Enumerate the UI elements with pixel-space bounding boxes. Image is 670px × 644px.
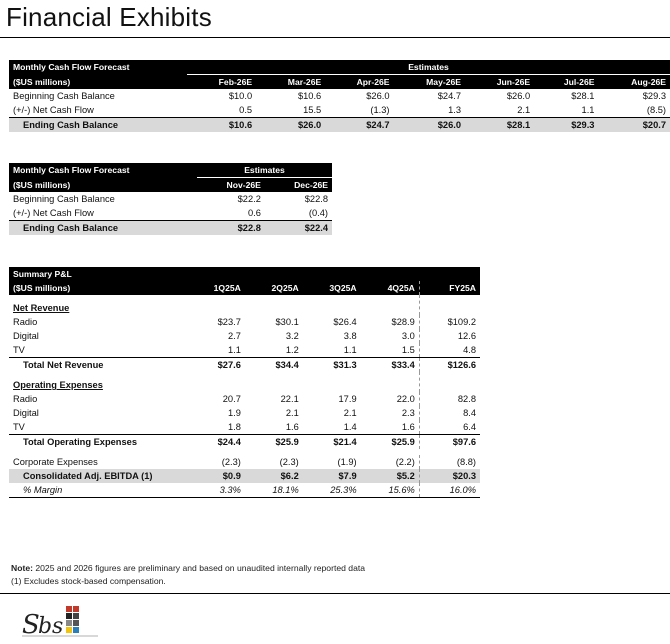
- cell-value: $97.6: [419, 435, 480, 450]
- cell-value: $10.6: [187, 118, 256, 133]
- cell-value: (8.5): [598, 103, 670, 118]
- table-row: [9, 206, 332, 221]
- table-row: [9, 221, 332, 236]
- cell-value: $21.4: [333, 437, 357, 447]
- sbs-logo-icon: [22, 603, 102, 639]
- empty-cell: [419, 372, 480, 392]
- cell-value: 3.0: [401, 331, 415, 341]
- row-label: Consolidated Adj. EBITDA (1): [9, 469, 187, 483]
- column-header: Feb-26E: [187, 75, 256, 90]
- cell-value: (2.3): [221, 457, 241, 467]
- cell-value: $23.7: [217, 317, 241, 327]
- row-label: Ending Cash Balance: [9, 221, 197, 236]
- cell-value: $24.7: [325, 118, 393, 133]
- cell-value: 1.8: [187, 420, 245, 435]
- table-title: Monthly Cash Flow Forecast: [9, 163, 197, 178]
- units-label: ($US millions): [9, 281, 187, 295]
- cell-value: $25.9: [391, 437, 415, 447]
- cell-value: $28.1: [571, 91, 595, 101]
- empty-cell: [303, 372, 361, 392]
- cell-value: 1.6: [361, 420, 420, 435]
- cell-value: 2.1: [465, 103, 534, 118]
- cell-value: $126.6: [419, 358, 480, 373]
- title-divider: [0, 37, 670, 38]
- row-label: Total Net Revenue: [23, 360, 104, 370]
- row-label: Digital: [13, 331, 39, 341]
- row-label: (+/-) Net Cash Flow: [9, 206, 197, 221]
- row-label: Ending Cash Balance: [9, 118, 187, 133]
- cell-value: 15.6%: [361, 483, 420, 498]
- cell-value: $26.0: [394, 118, 466, 133]
- svg-text:S: S: [22, 610, 40, 639]
- cell-value: 3.3%: [187, 483, 245, 498]
- column-header: Jul-26E: [534, 75, 598, 90]
- cell-value: $26.4: [333, 317, 357, 327]
- cell-value: $24.4: [217, 437, 241, 447]
- cell-value: 1.6: [245, 420, 303, 435]
- table-row: [9, 392, 480, 406]
- row-label: Corporate Expenses: [13, 457, 98, 467]
- table-title: Summary P&L: [9, 267, 480, 281]
- row-label: (+/-) Net Cash Flow: [9, 103, 187, 118]
- column-header: 3Q25A: [303, 281, 361, 295]
- cell-value: (0.4): [265, 206, 332, 221]
- cell-value: $7.9: [303, 469, 361, 483]
- cell-value: 22.0: [396, 394, 415, 404]
- row-label: Total Operating Expenses: [23, 437, 138, 447]
- row-label: Radio: [13, 317, 38, 327]
- cell-value: 1.1: [534, 103, 598, 118]
- monthly-cash-flow-table-2: [9, 163, 332, 235]
- cell-value: (2.3): [279, 457, 299, 467]
- cell-value: $26.0: [256, 118, 325, 133]
- cell-value: 12.6: [419, 329, 480, 343]
- cell-value: $28.9: [391, 317, 415, 327]
- empty-cell: [419, 295, 480, 315]
- cell-value: 2.1: [285, 408, 299, 418]
- margin-row: [9, 483, 480, 498]
- net-revenue-header: [9, 295, 480, 315]
- total-opex-row: [9, 435, 480, 450]
- column-header: May-26E: [394, 75, 466, 90]
- cell-value: 6.4: [419, 420, 480, 435]
- row-label: Beginning Cash Balance: [13, 194, 115, 204]
- column-header: Aug-26E: [598, 75, 670, 90]
- cell-value: (1.3): [325, 103, 393, 118]
- cell-value: 2.1: [343, 408, 357, 418]
- svg-text:b: b: [38, 614, 53, 639]
- total-net-revenue-row: [9, 358, 480, 373]
- page-title: Financial Exhibits: [6, 2, 212, 32]
- summary-pl-table: [9, 267, 480, 498]
- cell-value: $29.3: [642, 91, 666, 101]
- section-header: Net Revenue: [13, 303, 70, 313]
- opex-header: [9, 372, 480, 392]
- cell-value: $22.4: [265, 221, 332, 236]
- footer-divider: [0, 593, 670, 594]
- row-label: Digital: [13, 408, 39, 418]
- cell-value: $29.3: [534, 118, 598, 133]
- column-header: Mar-26E: [256, 75, 325, 90]
- column-header: Dec-26E: [265, 178, 332, 193]
- table-row: [9, 343, 480, 358]
- cell-value: 2.3: [401, 408, 415, 418]
- table-row: [9, 329, 480, 343]
- cell-value: 25.3%: [303, 483, 361, 498]
- estimates-label: Estimates: [197, 163, 332, 178]
- row-label: Radio: [13, 394, 38, 404]
- cell-value: $25.9: [275, 437, 299, 447]
- table-row: [9, 89, 670, 103]
- cell-value: 3.8: [343, 331, 357, 341]
- cell-value: 82.8: [419, 392, 480, 406]
- cell-value: (1.9): [337, 457, 357, 467]
- row-label: Beginning Cash Balance: [13, 91, 115, 101]
- empty-cell: [245, 295, 303, 315]
- footnote: [11, 563, 365, 573]
- cell-value: $31.3: [333, 360, 357, 370]
- cell-value: $34.4: [275, 360, 299, 370]
- cell-value: 1.2: [245, 343, 303, 358]
- column-header: 2Q25A: [245, 281, 303, 295]
- cell-value: $30.1: [275, 317, 299, 327]
- cell-value: 20.7: [222, 394, 241, 404]
- cell-value: 8.4: [419, 406, 480, 420]
- table-row: [9, 118, 670, 133]
- cell-value: 3.2: [285, 331, 299, 341]
- cell-value: $27.6: [217, 360, 241, 370]
- cell-value: 18.1%: [245, 483, 303, 498]
- cell-value: $10.0: [228, 91, 253, 101]
- cell-value: 1.3: [394, 103, 466, 118]
- column-header: 1Q25A: [187, 281, 245, 295]
- cell-value: 4.8: [419, 343, 480, 358]
- cell-value: $28.1: [465, 118, 534, 133]
- empty-cell: [361, 372, 420, 392]
- column-header: Jun-26E: [465, 75, 534, 90]
- cell-value: $10.6: [297, 91, 322, 101]
- cell-value: (2.2): [395, 457, 415, 467]
- cell-value: $22.8: [197, 221, 265, 236]
- row-label: % Margin: [9, 483, 187, 498]
- cell-value: $20.3: [419, 469, 480, 483]
- section-header: Operating Expenses: [13, 380, 103, 390]
- table-row: [9, 192, 332, 206]
- empty-cell: [303, 295, 361, 315]
- cell-value: $20.7: [598, 118, 670, 133]
- cell-value: $33.4: [391, 360, 415, 370]
- empty-cell: [187, 295, 245, 315]
- table-title: Monthly Cash Flow Forecast: [9, 60, 187, 75]
- cell-value: $24.7: [437, 91, 462, 101]
- corporate-expenses-row: [9, 455, 480, 469]
- table-row: [9, 406, 480, 420]
- empty-cell: [245, 372, 303, 392]
- note-text: 2025 and 2026 figures are preliminary and based on unaudited internally reported data: [32, 563, 366, 573]
- ebitda-row: [9, 469, 480, 483]
- footnote-1: (1) Excludes stock-based compensation.: [11, 576, 166, 586]
- table-row: [9, 420, 480, 435]
- column-header: 4Q25A: [361, 281, 420, 295]
- cell-value: 22.1: [280, 394, 299, 404]
- cell-value: $0.9: [187, 469, 245, 483]
- column-header: Nov-26E: [197, 178, 265, 193]
- cell-value: $26.0: [506, 91, 531, 101]
- cell-value: 1.1: [303, 343, 361, 358]
- sbs-logo: [22, 603, 102, 639]
- cell-value: 1.5: [361, 343, 420, 358]
- cell-value: 0.6: [197, 206, 265, 221]
- monthly-cash-flow-table: [9, 60, 670, 132]
- cell-value: $6.2: [245, 469, 303, 483]
- cell-value: 1.9: [227, 408, 241, 418]
- column-header: Apr-26E: [325, 75, 393, 90]
- cell-value: 15.5: [256, 103, 325, 118]
- svg-text:s: s: [52, 614, 64, 639]
- estimates-label: Estimates: [187, 60, 670, 75]
- cell-value: 1.4: [303, 420, 361, 435]
- cell-value: 0.5: [187, 103, 256, 118]
- cell-value: (8.8): [419, 455, 480, 469]
- cell-value: $109.2: [419, 315, 480, 329]
- cell-value: 1.1: [187, 343, 245, 358]
- cell-value: $22.2: [237, 194, 261, 204]
- cell-value: 2.7: [227, 331, 241, 341]
- cell-value: 16.0%: [419, 483, 480, 498]
- column-header: FY25A: [419, 281, 480, 295]
- note-prefix: Note:: [11, 563, 33, 573]
- units-label: ($US millions): [9, 178, 197, 193]
- units-label: ($US millions): [9, 75, 187, 90]
- cell-value: $26.0: [366, 91, 390, 101]
- table-row: [9, 315, 480, 329]
- empty-cell: [187, 372, 245, 392]
- cell-value: $22.8: [304, 194, 328, 204]
- cell-value: $5.2: [361, 469, 420, 483]
- table-row: [9, 103, 670, 118]
- row-label: TV: [9, 343, 187, 358]
- cell-value: 17.9: [338, 394, 357, 404]
- empty-cell: [361, 295, 420, 315]
- row-label: TV: [9, 420, 187, 435]
